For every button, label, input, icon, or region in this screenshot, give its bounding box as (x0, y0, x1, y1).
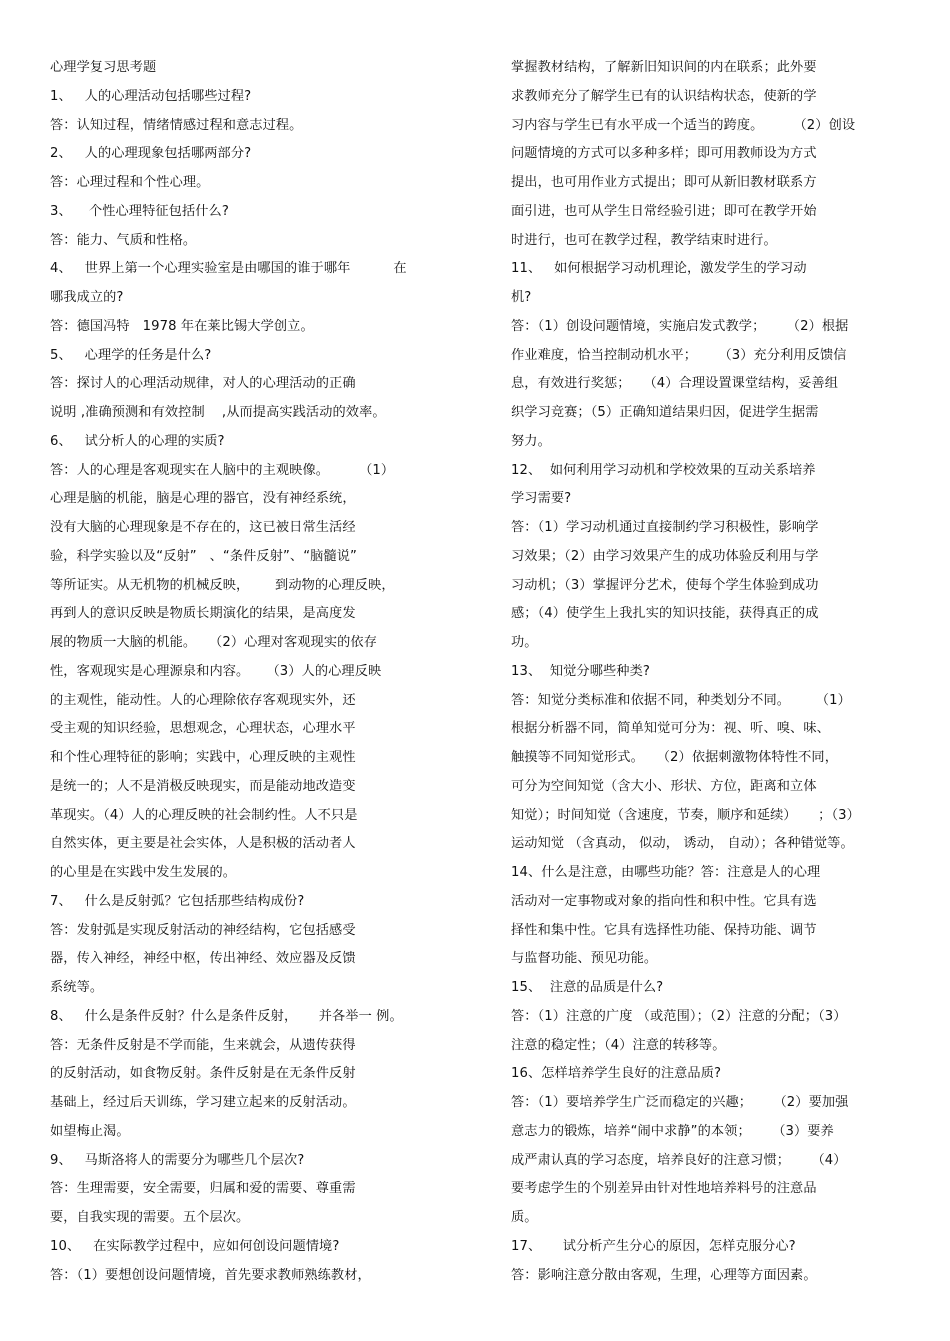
right-column-line: 意志力的锻炼，培养“闹中求静”的本领； （3）要养 (511, 1123, 834, 1139)
left-column-line: 性，客观现实是心理源泉和内容。 （3）人的心理反映 (50, 663, 382, 679)
left-column-line: 是统一的；人不是消极反映现实，而是能动地改造变 (50, 778, 356, 794)
left-column-line: 说明 ,准确预测和有效控制 ,从而提高实践活动的效率。 (50, 405, 386, 420)
left-column-line: 再到人的意识反映是物质长期演化的结果，是高度发 (50, 606, 356, 622)
right-column-line: 面引进，也可从学生日常经验引进；即可在教学开始 (511, 203, 817, 219)
left-column-line: 基础上，经过后天训练，学习建立起来的反射活动。 (50, 1095, 356, 1110)
left-column-line: 4、 世界上第一个心理实验室是由哪国的谁于哪年 在 (50, 261, 407, 277)
right-column-line: 要考虑学生的个别差异由针对性地培养料号的注意品 (511, 1181, 817, 1197)
left-column-line: 答：人的心理是客观现实在人脑中的主观映像。 （1） (50, 462, 395, 478)
right-column-line: 11、 如何根据学习动机理论，激发学生的学习动 (511, 261, 807, 277)
right-column-line: 作业难度，恰当控制动机水平； （3）充分利用反馈信 (511, 347, 847, 363)
left-column-line: 答：探讨人的心理活动规律，对人的心理活动的正确 (50, 376, 356, 392)
right-column-line: 15、 注意的品质是什么? (511, 980, 664, 995)
right-column-line: 习内容与学生已有水平成一个适当的跨度。 （2）创设 (511, 117, 856, 133)
right-column-line: 答：（1）创设问题情境，实施启发式教学； （2）根据 (511, 318, 849, 334)
right-column-line: 努力。 (511, 433, 551, 449)
right-column-line: 答：（1）注意的广度 （或范围）；（2）注意的分配；（3） (511, 1008, 847, 1024)
right-column-line: 息，有效进行奖惩； （4）合理设置课堂结构，妥善组 (511, 376, 838, 392)
right-column-line: 与监督功能、预见功能。 (511, 951, 658, 967)
right-column-line: 13、 知觉分哪些种类? (511, 663, 650, 679)
left-column-line: 自然实体，更主要是社会实体，人是积极的活动者人 (50, 836, 356, 852)
left-column-line: 8、 什么是条件反射？什么是条件反射， 并各举一 例。 (50, 1008, 403, 1024)
right-column-line: 答：知觉分类标准和依据不同，种类划分不同。 （1） (511, 692, 851, 708)
right-column-line: 提出，也可用作业方式提出；即可从新旧教材联系方 (511, 175, 817, 190)
left-column-line: 等所证实。从无机物的机械反映， 到动物的心理反映， (50, 577, 395, 593)
right-column-line: 问题情境的方式可以多种多样；即可用教师设为方式 (511, 146, 817, 162)
left-column-line: 心理是脑的机能，脑是心理的器官，没有神经系统， (50, 491, 356, 507)
left-column-line: 器，传入神经，神经中枢，传出神经、效应器及反馈 (50, 951, 356, 967)
left-column-line: 3、 个性心理特征包括什么? (50, 203, 229, 219)
left-column-line: 的反射活动，如食物反射。条件反射是在无条件反射 (50, 1066, 356, 1082)
right-column-line: 活动对一定事物或对象的指向性和积中性。它具有选 (511, 893, 817, 909)
right-column-line: 机? (511, 290, 532, 305)
right-column-line: 注意的稳定性；（4）注意的转移等。 (511, 1037, 726, 1053)
right-column-line: 学习需要? (511, 491, 572, 507)
left-column-line: 展的物质一大脑的机能。 （2）心理对客观现实的依存 (50, 635, 377, 650)
left-column-line: 如望梅止渴。 (50, 1123, 130, 1139)
right-column-line: 习效果；（2）由学习效果产生的成功体验反利用与学 (511, 548, 819, 564)
left-column-line: 答：生理需要，安全需要，归属和爱的需要、尊重需 (50, 1181, 356, 1197)
right-column-line: 16、怎样培养学生良好的注意品质? (511, 1066, 722, 1082)
left-column-line: 的心里是在实践中发生发展的。 (50, 865, 237, 880)
right-column (511, 54, 911, 1290)
right-column-line: 17、 试分析产生分心的原因，怎样克服分心? (511, 1238, 796, 1254)
right-column-line: 触摸等不同知觉形式。 （2）依据刺激物体特性不同， (511, 750, 838, 765)
left-column-line: 答：能力、气质和性格。 (50, 232, 197, 248)
left-column-line: 受主观的知识经验，思想观念，心理状态，心理水平 (50, 721, 356, 737)
left-column-line: 的主观性，能动性。人的心理除依存客观现实外，还 (50, 692, 356, 708)
right-column-line: 答：（1）要培养学生广泛而稳定的兴趣； （2）要加强 (511, 1095, 849, 1110)
left-column-line: 答：心理过程和个性心理。 (50, 175, 210, 190)
left-column-line: 1、 人的心理活动包括哪些过程? (50, 88, 252, 104)
left-column-line: 系统等。 (50, 980, 104, 995)
left-column-line: 答：（1）要想创设问题情境，首先要求教师熟练教材， (50, 1267, 371, 1283)
right-column-line: 质。 (511, 1210, 538, 1225)
right-column-line: 12、 如何利用学习动机和学校效果的互动关系培养 (511, 462, 816, 478)
left-column-line: 没有大脑的心理现象是不存在的，这已被日常生活经 (50, 520, 356, 535)
left-column-line: 答：发射弧是实现反射活动的神经结构，它包括感受 (50, 922, 356, 938)
right-column-line: 答：影响注意分散由客观，生理，心理等方面因素。 (511, 1267, 817, 1283)
right-column-line: 可分为空间知觉（含大小、形状、方位，距离和立体 (511, 778, 817, 794)
right-column-line: 知觉）；时间知觉（含速度，节奏，顺序和延续） ；（3） (511, 807, 860, 823)
left-column-line: 心理学复习思考题 (50, 60, 157, 75)
right-column-line: 织学习竞赛；（5）正确知道结果归因，促进学生据需 (511, 405, 819, 420)
left-column-line: 6、 试分析人的心理的实质? (50, 433, 225, 449)
left-column-line: 2、 人的心理现象包括哪两部分? (50, 146, 252, 162)
left-column-line: 革现实。（4）人的心理反映的社会制约性。人不只是 (50, 807, 358, 823)
left-column-line: 答：德国冯特 1978 年在莱比锡大学创立。 (50, 318, 314, 334)
left-column-line: 和个性心理特征的影响；实践中，心理反映的主观性 (50, 750, 356, 765)
left-column-line: 10、 在实际教学过程中，应如何创设问题情境? (50, 1238, 340, 1254)
left-column-line: 哪我成立的? (50, 290, 124, 305)
left-column-line: 答：无条件反射是不学而能，生来就会，从遗传获得 (50, 1037, 356, 1053)
left-column-line: 要，自我实现的需要。五个层次。 (50, 1210, 250, 1225)
right-column-line: 答：（1）学习动机通过直接制约学习积极性，影响学 (511, 520, 819, 535)
right-column-line: 成严肃认真的学习态度，培养良好的注意习惯； （4） (511, 1152, 847, 1168)
right-column-line: 功。 (511, 635, 538, 650)
left-column-line: 9、 马斯洛将人的需要分为哪些几个层次? (50, 1152, 305, 1168)
right-column-line: 感；（4）使学生上我扎实的知识技能，获得真正的成 (511, 606, 819, 622)
right-column-line: 择性和集中性。它具有选择性功能、保持功能、调节 (511, 922, 817, 938)
left-column-line: 答：认知过程，情绪情感过程和意志过程。 (50, 117, 303, 133)
right-column-line: 根据分析器不同，简单知觉可分为：视、听、嗅、味、 (511, 721, 830, 737)
left-column-line: 验，科学实验以及“反射” 、“条件反射”、“脑髓说” (50, 548, 357, 564)
left-column-line: 5、 心理学的任务是什么? (50, 347, 212, 363)
right-column-line: 求教师充分了解学生已有的认识结构状态，使新的学 (511, 88, 817, 104)
right-column-line: 时进行，也可在教学过程，教学结束时进行。 (511, 232, 777, 248)
right-column-line: 运动知觉 （含真动， 似动， 诱动， 自动）；各种错觉等。 (511, 836, 854, 852)
right-column-line: 14、什么是注意，由哪些功能？答：注意是人的心理 (511, 865, 821, 880)
left-column-line: 7、 什么是反射弧？它包括那些结构成份? (50, 893, 305, 909)
left-column (50, 54, 450, 1290)
right-column-line: 习动机；（3）掌握评分艺术，使每个学生体验到成功 (511, 577, 819, 593)
right-column-line: 掌握教材结构，了解新旧知识间的内在联系；此外要 (511, 60, 817, 75)
